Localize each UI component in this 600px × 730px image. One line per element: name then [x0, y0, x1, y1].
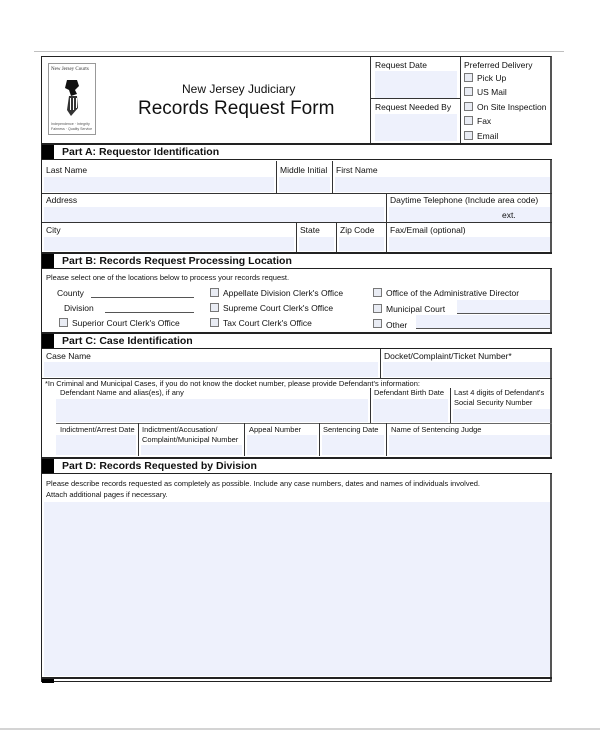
- divider: [332, 161, 333, 193]
- appeal-number-label: Appeal Number: [249, 425, 302, 434]
- page-top-divider: [34, 51, 564, 52]
- appellate-division-label: Appellate Division Clerk's Office: [223, 288, 344, 298]
- part-d-instruction-line1: Please describe records requested as completely as possible. Include any case numbers, dates and names of individuals involved.: [46, 479, 480, 488]
- nj-state-seal-icon: [63, 78, 83, 118]
- ssn-last4-field[interactable]: [453, 409, 550, 422]
- docket-number-field[interactable]: [383, 362, 550, 377]
- middle-initial-label: Middle Initial: [280, 165, 328, 175]
- request-date-field[interactable]: [375, 71, 457, 98]
- indictment-number-label-line2: Complaint/Municipal Number: [142, 435, 239, 444]
- divider: [138, 423, 139, 456]
- other-location-label: Other: [386, 320, 408, 330]
- part-c-title: Part C: Case Identification: [62, 335, 193, 347]
- request-date-label: Request Date: [375, 60, 427, 70]
- indictment-date-field[interactable]: [56, 435, 136, 455]
- divider: [319, 423, 320, 456]
- ssn-last4-label-line2: Social Security Number: [454, 398, 533, 407]
- next-section-marker: [42, 679, 54, 683]
- case-name-label: Case Name: [46, 351, 91, 361]
- zip-code-field[interactable]: [339, 237, 384, 251]
- supreme-court-label: Supreme Court Clerk's Office: [223, 303, 334, 313]
- zip-code-label: Zip Code: [340, 225, 375, 235]
- delivery-email-checkbox[interactable]: [464, 131, 473, 140]
- divider: [380, 349, 381, 379]
- county-field[interactable]: [91, 297, 194, 298]
- divider: [296, 222, 297, 252]
- delivery-email-label: Email: [477, 131, 499, 141]
- part-c-header: [42, 332, 552, 349]
- part-b-title: Part B: Records Request Processing Location: [62, 255, 292, 267]
- fax-email-field[interactable]: [389, 237, 550, 251]
- section-marker: [42, 145, 54, 159]
- sentencing-date-field[interactable]: [322, 435, 384, 455]
- form-subtitle: New Jersey Judiciary: [182, 82, 296, 96]
- ext-label: ext.: [502, 210, 516, 220]
- part-d-header: [42, 457, 552, 474]
- request-needed-by-label: Request Needed By: [375, 102, 452, 112]
- records-request-form: [41, 56, 552, 682]
- preferred-delivery-label: Preferred Delivery: [464, 60, 533, 70]
- divider: [336, 222, 337, 252]
- last-name-field[interactable]: [44, 177, 274, 192]
- divider: [370, 98, 460, 99]
- admin-director-checkbox[interactable]: [373, 288, 382, 297]
- divider: [450, 388, 451, 423]
- daytime-telephone-field[interactable]: [389, 207, 550, 222]
- delivery-usmail-checkbox[interactable]: [464, 87, 473, 96]
- delivery-usmail-label: US Mail: [477, 87, 507, 97]
- other-location-field[interactable]: [416, 315, 550, 329]
- delivery-pickup-label: Pick Up: [477, 73, 507, 83]
- delivery-onsite-checkbox[interactable]: [464, 102, 473, 111]
- sentencing-date-label: Sentencing Date: [323, 425, 379, 434]
- request-needed-by-field[interactable]: [375, 114, 457, 141]
- indictment-date-label: Indictment/Arrest Date: [60, 425, 135, 434]
- municipal-court-label: Municipal Court: [386, 304, 446, 314]
- divider: [370, 388, 371, 423]
- middle-initial-field[interactable]: [279, 177, 330, 192]
- docket-number-label: Docket/Complaint/Ticket Number*: [384, 351, 512, 361]
- appeal-number-field[interactable]: [247, 435, 317, 455]
- nj-courts-logo: New Jersey Courts Independence · Integrity Fairness · Quality Service: [48, 63, 96, 135]
- divider: [370, 57, 371, 143]
- divider: [460, 57, 461, 143]
- first-name-field[interactable]: [335, 177, 550, 192]
- defendant-name-field[interactable]: [56, 399, 368, 422]
- city-field[interactable]: [44, 237, 294, 251]
- part-a-title: Part A: Requestor Identification: [62, 146, 220, 158]
- records-description-textarea[interactable]: [44, 502, 550, 676]
- first-name-label: First Name: [336, 165, 378, 175]
- fax-email-label: Fax/Email (optional): [390, 225, 466, 235]
- address-field[interactable]: [44, 207, 384, 222]
- case-name-field[interactable]: [44, 362, 378, 377]
- defendant-info-note: *In Criminal and Municipal Cases, if you do not know the docket number, please provide Defendant's information:: [45, 379, 420, 388]
- divider: [56, 423, 552, 424]
- divider: [386, 423, 387, 456]
- daytime-telephone-label: Daytime Telephone (Include area code): [390, 195, 539, 205]
- form-title: Records Request Form: [138, 98, 335, 119]
- divider: [244, 423, 245, 456]
- sentencing-judge-field[interactable]: [389, 435, 550, 455]
- defendant-name-label: Defendant Name and alias(es), if any: [60, 388, 184, 397]
- delivery-fax-label: Fax: [477, 116, 492, 126]
- divider: [42, 677, 552, 679]
- divider: [276, 161, 277, 193]
- divider: [42, 222, 552, 223]
- ssn-last4-label-line1: Last 4 digits of Defendant's: [454, 388, 545, 397]
- indictment-number-field[interactable]: [141, 445, 242, 455]
- admin-director-label: Office of the Administrative Director: [386, 288, 520, 298]
- appellate-division-checkbox[interactable]: [210, 288, 219, 297]
- part-d-instruction-line2: Attach additional pages if necessary.: [46, 490, 168, 499]
- sentencing-judge-label: Name of Sentencing Judge: [391, 425, 482, 434]
- tax-court-checkbox[interactable]: [210, 318, 219, 327]
- delivery-onsite-label: On Site Inspection: [477, 102, 547, 112]
- division-label: Division: [64, 303, 94, 313]
- part-a-header: [42, 143, 552, 160]
- part-d-title: Part D: Records Requested by Division: [62, 460, 257, 472]
- state-label: State: [300, 225, 320, 235]
- section-marker: [42, 459, 54, 473]
- supreme-court-checkbox[interactable]: [210, 303, 219, 312]
- state-field[interactable]: [299, 237, 334, 251]
- other-location-checkbox[interactable]: [373, 319, 382, 328]
- divider: [42, 193, 552, 194]
- defendant-birth-date-field[interactable]: [373, 399, 448, 422]
- municipal-court-field[interactable]: [457, 300, 550, 314]
- superior-court-label: Superior Court Clerk's Office: [72, 318, 180, 328]
- delivery-fax-checkbox[interactable]: [464, 116, 473, 125]
- tax-court-label: Tax Court Clerk's Office: [223, 318, 312, 328]
- city-label: City: [46, 225, 61, 235]
- part-b-header: [42, 252, 552, 269]
- address-label: Address: [46, 195, 78, 205]
- section-marker: [42, 254, 54, 268]
- delivery-pickup-checkbox[interactable]: [464, 73, 473, 82]
- superior-court-checkbox[interactable]: [59, 318, 68, 327]
- section-marker: [42, 334, 54, 348]
- part-b-instruction: Please select one of the locations below to process your records request.: [46, 273, 290, 282]
- division-field[interactable]: [105, 312, 194, 313]
- county-label: County: [57, 288, 84, 298]
- last-name-label: Last Name: [46, 165, 88, 175]
- defendant-birth-date-label: Defendant Birth Date: [374, 388, 445, 397]
- municipal-court-checkbox[interactable]: [373, 304, 382, 313]
- indictment-number-label-line1: Indictment/Accusation/: [142, 425, 218, 434]
